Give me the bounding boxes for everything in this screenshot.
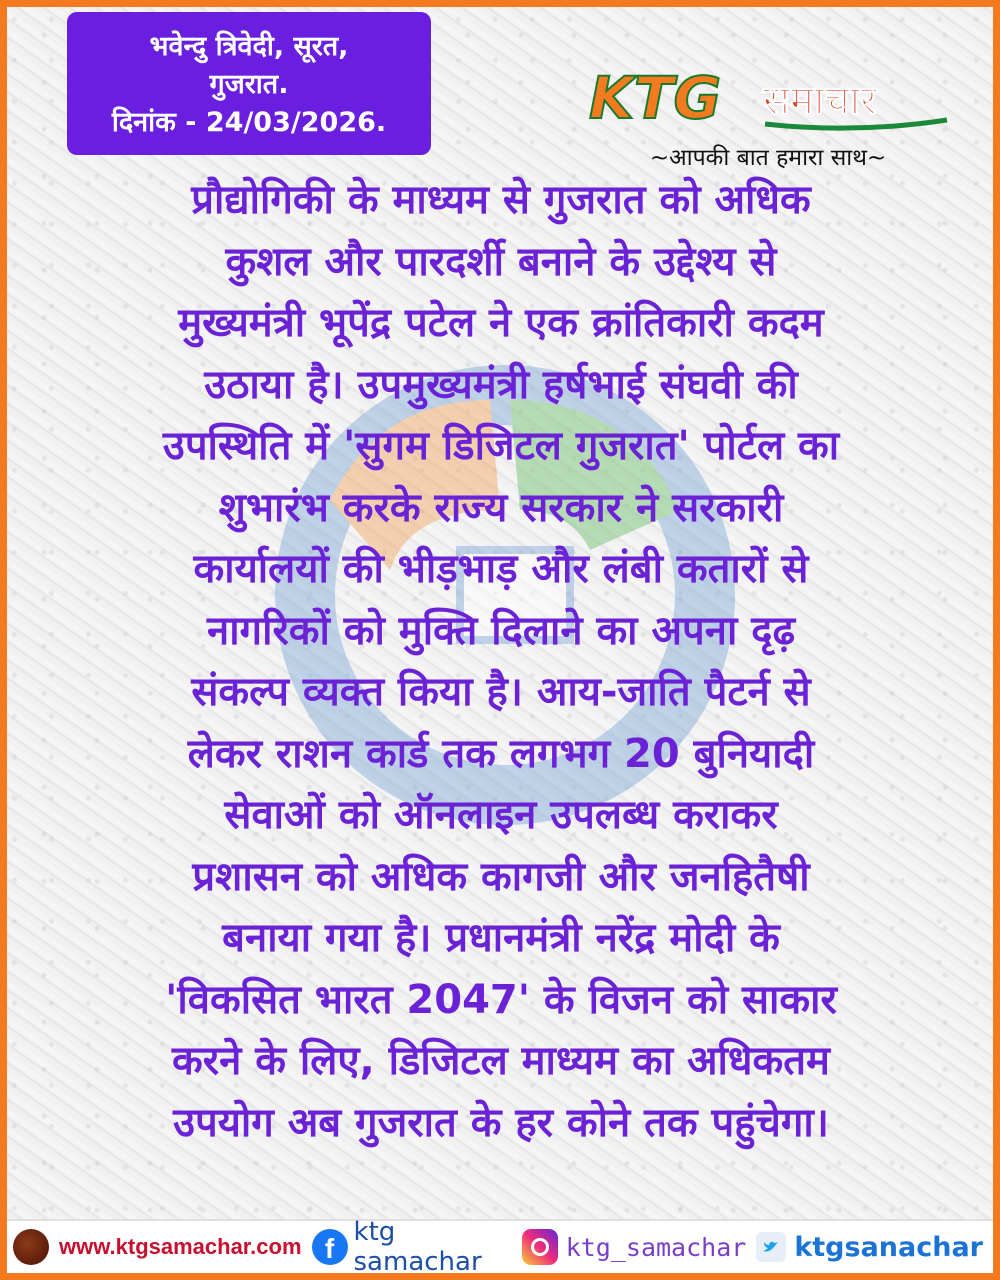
article-line: 'विकसित भारत 2047' के विजन को साकार — [165, 976, 837, 1023]
article-line: उपयोग अब गुजरात के हर कोने तक पहुंचेगा। — [173, 1099, 829, 1146]
byline-place: गुजरात. — [209, 69, 289, 100]
ktg-samachar-logo — [585, 62, 955, 132]
article-line: उपस्थिति में 'सुगम डिजिटल गुजरात' पोर्टल का — [162, 423, 840, 469]
article-line: सेवाओं को ऑनलाइन उपलब्ध कराकर — [224, 792, 778, 838]
article-body — [25, 170, 977, 1218]
logo-brand: KTG — [589, 64, 722, 132]
article-line: नागरिकों को मुक्ति दिलाने का अपना दृढ़ — [207, 607, 795, 654]
facebook-text: ktg samachar — [353, 1217, 482, 1277]
article-line: लेकर राशन कार्ड तक लगभग 20 बुनियादी — [187, 730, 815, 777]
website-link[interactable] — [13, 1229, 302, 1265]
article-line: शुभारंभ करके राज्य सरकार ने सरकारी — [218, 484, 784, 531]
facebook-link[interactable] — [312, 1217, 512, 1277]
logo-word: समाचार — [763, 78, 877, 124]
article-line: करने के लिए, डिजिटल माध्यम का अधिकतम — [172, 1038, 830, 1084]
article-line: बनाया गया है। प्रधानमंत्री नरेंद्र मोदी के — [222, 915, 780, 961]
social-footer — [7, 1217, 993, 1277]
website-text: www.ktgsamachar.com — [59, 1234, 302, 1259]
byline-author: भवेन्दु त्रिवेदी, सूरत, — [149, 31, 349, 62]
instagram-icon — [522, 1229, 558, 1265]
facebook-icon: f — [312, 1229, 348, 1265]
article-line: उठाया है। उपमुख्यमंत्री हर्षभाई संघवी की — [204, 361, 798, 408]
article-line: कार्यालयों की भीड़भाड़ और लंबी कतारों से — [193, 546, 809, 592]
twitter-text: ktgsanachar — [794, 1231, 983, 1263]
instagram-text: ktg_samachar — [565, 1232, 747, 1262]
instagram-link[interactable] — [522, 1229, 747, 1265]
globe-icon — [13, 1229, 49, 1265]
byline-box — [67, 12, 431, 155]
tagline: ~आपकी बात हमारा साथ~ — [649, 145, 887, 171]
article-line: प्रशासन को अधिक कागजी और जनहितैषी — [192, 853, 810, 900]
article-line: प्रौद्योगिकी के माध्यम से गुजरात को अधिक — [191, 177, 811, 223]
twitter-icon — [756, 1232, 786, 1262]
twitter-link[interactable] — [756, 1232, 983, 1263]
article-line: मुख्यमंत्री भूपेंद्र पटेल ने एक क्रांतिकारी कदम — [178, 300, 824, 346]
byline-date: दिनांक - 24/03/2026. — [111, 107, 387, 138]
article-line: कुशल और पारदर्शी बनाने के उद्देश्य से — [225, 238, 777, 285]
article-line: संकल्प व्यक्त किया है। आय-जाति पैटर्न से — [191, 669, 811, 715]
